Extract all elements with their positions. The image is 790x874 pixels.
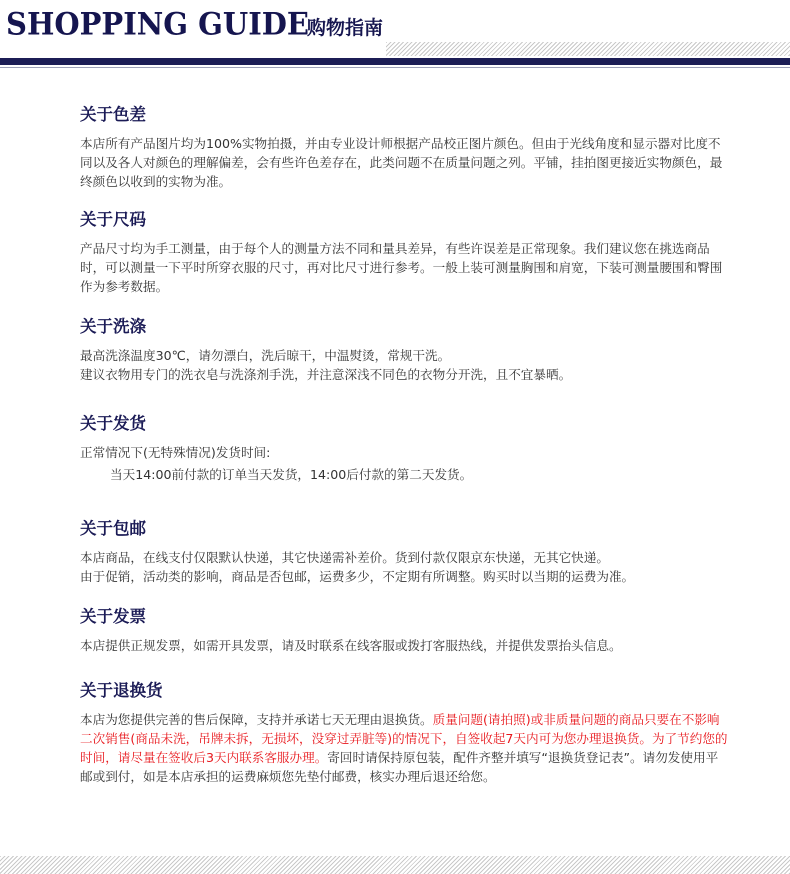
section-body-wash-line2: 建议衣物用专门的洗衣皂与洗涤剂手洗，并注意深浅不同色的衣物分开洗，且不宜暴晒。 xyxy=(80,367,572,382)
returns-text-part1: 本店为您提供完善的售后保障，支持并承诺七天无理由退换货。 xyxy=(80,712,433,727)
section-body-invoice: 本店提供正规发票，如需开具发票，请及时联系在线客服或拨打客服热线，并提供发票抬头信息。 xyxy=(80,638,622,653)
section-body-wash-line1: 最高洗涤温度30℃，请勿漂白，洗后晾干，中温熨烫，常规干洗。 xyxy=(80,348,451,363)
header-divider-line xyxy=(0,67,790,68)
returns-text-highlight: 质量问题(请拍照)或非质量问题的商品只要在不影响二次销售(商品未洗，吊牌未拆，无损坏，没穿过弄脏等)的情况下，自签收起7天内可为您办理退换货。为了节约您的时间，请尽量在签收后3天内联系客服办理。 xyxy=(80,712,728,765)
section-title-wash: 关于洗涤 xyxy=(80,317,146,336)
decorative-hatch-bottom xyxy=(0,856,790,874)
section-body-color: 本店所有产品图片均为100%实物拍摄，并由专业设计师根据产品校正图片颜色。但由于光线角度和显示器对比度不同以及各人对颜色的理解偏差，会有些许色差存在，此类问题不在质量问题之列。平铺，挂拍图更接近实物颜色，最终颜色以收到的实物为准。 xyxy=(80,136,723,189)
section-free-shipping xyxy=(80,518,730,586)
section-body-postage-line1: 本店商品，在线支付仅限默认快递，其它快递需补差价。货到付款仅限京东快递，无其它快递。 xyxy=(80,550,609,565)
section-returns xyxy=(80,680,730,786)
section-title-size: 关于尺码 xyxy=(80,210,146,229)
section-size xyxy=(80,209,730,296)
returns-text-part3: 寄回时请保持原包装，配件齐整并填写“退换货登记表”。请勿发使用平邮或到付，如是本店承担的运费麻烦您先垫付邮费，核实办理后退还给您。 xyxy=(80,750,719,784)
decorative-hatch-top xyxy=(386,42,790,56)
section-title-returns: 关于退换货 xyxy=(80,681,163,700)
section-shipping xyxy=(80,413,730,484)
section-washing xyxy=(80,316,730,384)
section-body-returns xyxy=(80,710,730,786)
section-invoice xyxy=(80,606,730,655)
header-divider-bar xyxy=(0,58,790,65)
section-title-invoice: 关于发票 xyxy=(80,607,146,626)
title-chinese: 购物指南 xyxy=(307,17,384,39)
section-body-postage-line2: 由于促销，活动类的影响，商品是否包邮，运费多少，不定期有所调整。购买时以当期的运费为准。 xyxy=(80,569,635,584)
title-english: SHOPPING GUIDE xyxy=(6,6,310,42)
page-header xyxy=(0,0,790,46)
section-title-shipping: 关于发货 xyxy=(80,414,146,433)
section-title-color: 关于色差 xyxy=(80,105,146,124)
shipping-cutoff-note: 当天14:00前付款的订单当天发货，14:00后付款的第二天发货。 xyxy=(110,467,473,482)
section-body-shipping-line1: 正常情况下(无特殊情况)发货时间: xyxy=(80,445,271,460)
section-title-postage: 关于包邮 xyxy=(80,519,146,538)
section-color-difference xyxy=(80,104,730,191)
section-body-size: 产品尺寸均为手工测量，由于每个人的测量方法不同和量具差异，有些许误差是正常现象。我们建议您在挑选商品时，可以测量一下平时所穿衣服的尺寸，再对比尺寸进行参考。一般上装可测量胸围和肩宽，下装可测量腰围和臀围作为参考数据。 xyxy=(80,241,723,294)
